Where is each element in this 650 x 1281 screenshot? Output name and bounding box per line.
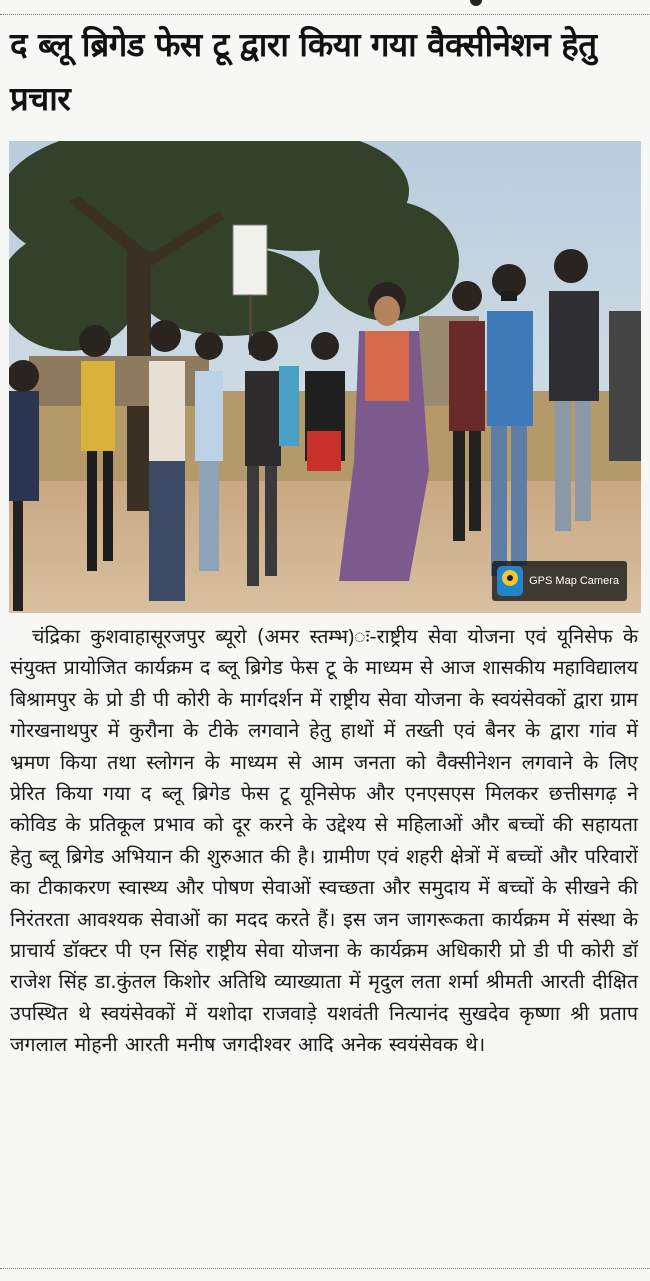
bottom-dotted-rule: [0, 1268, 650, 1281]
article-body: चंद्रिका कुशवाहासूरजपुर ब्यूरो (अमर स्तम्भ)ः-राष्ट्रीय सेवा योजना एवं यूनिसेफ के संयुक्त प्रायोजित कार्यक्रम द ब्लू ब्रिगेड फेस टू के माध्यम से आज शासकीय महाविद्यालय बिश्रामपुर के प्रो डी पी कोरी के मार्गदर्शन में राष्ट्रीय सेवा योजना के स्वयंसेवकों द्वारा ग्राम गोरखनाथपुर में कुरौना के टीके लगवाने हेतु हाथों में तख्ती एवं बैनर के द्वारा गांव में भ्रमण किया तथा स्लोगन के माध्यम से आम जनता को वैक्सीनेशन लगवाने के लिए प्रेरित किया गया द ब्लू ब्रिगेड फेस टू यूनिसेफ और एनएसएस मिलकर छत्तीसगढ़ ने कोविड के प्रतिकूल प्रभाव को दूर करने के उद्देश्य से महिलाओं और बच्चों की सहायता हेतु ब्लू ब्रिगेड अभियान की शुरुआत की है। ग्रामीण एवं शहरी क्षेत्रों में बच्चों और परिवारों का टीकाकरण स्वास्थ्य और पोषण सेवाओं स्वच्छता और समुदाय में बच्चों के सीखने की निरंतरता आवश्यक सेवाओं का मदद करते हैं। इस जन जागरूकता कार्यक्रम में संस्था के प्राचार्य डॉक्टर पी एन सिंह राष्ट्रीय सेवा योजना के कार्यक्रम अधिकारी प्रो डी पी कोरी डॉ राजेश सिंह डा.कुंतल किशोर अतिथि व्याख्याता में मृदुल लता शर्मा श्रीमती आरती दीक्षित उपस्थित थे स्वयंसेवकों में यशोदा राजवाड़े यशवंती नित्यानंद सुखदेव कृष्णा श्री प्रताप जगलाल मोहनी आरती मनीष जगदीश्वर आदि अनेक स्वयंसेवक थे।: [10, 625, 639, 1057]
headline: द ब्लू ब्रिगेड फेस टू द्वारा किया गया वैक्सीनेशन हेतु प्रचार: [10, 25, 597, 118]
photo-illustration: [9, 141, 641, 613]
top-dotted-rule: [0, 0, 650, 15]
gps-map-camera-icon: [497, 566, 523, 596]
gps-map-camera-badge: [492, 561, 627, 601]
news-photo: [9, 141, 641, 613]
gps-badge-label: GPS Map Camera: [529, 575, 619, 587]
top-ornament-mark: [470, 0, 482, 6]
